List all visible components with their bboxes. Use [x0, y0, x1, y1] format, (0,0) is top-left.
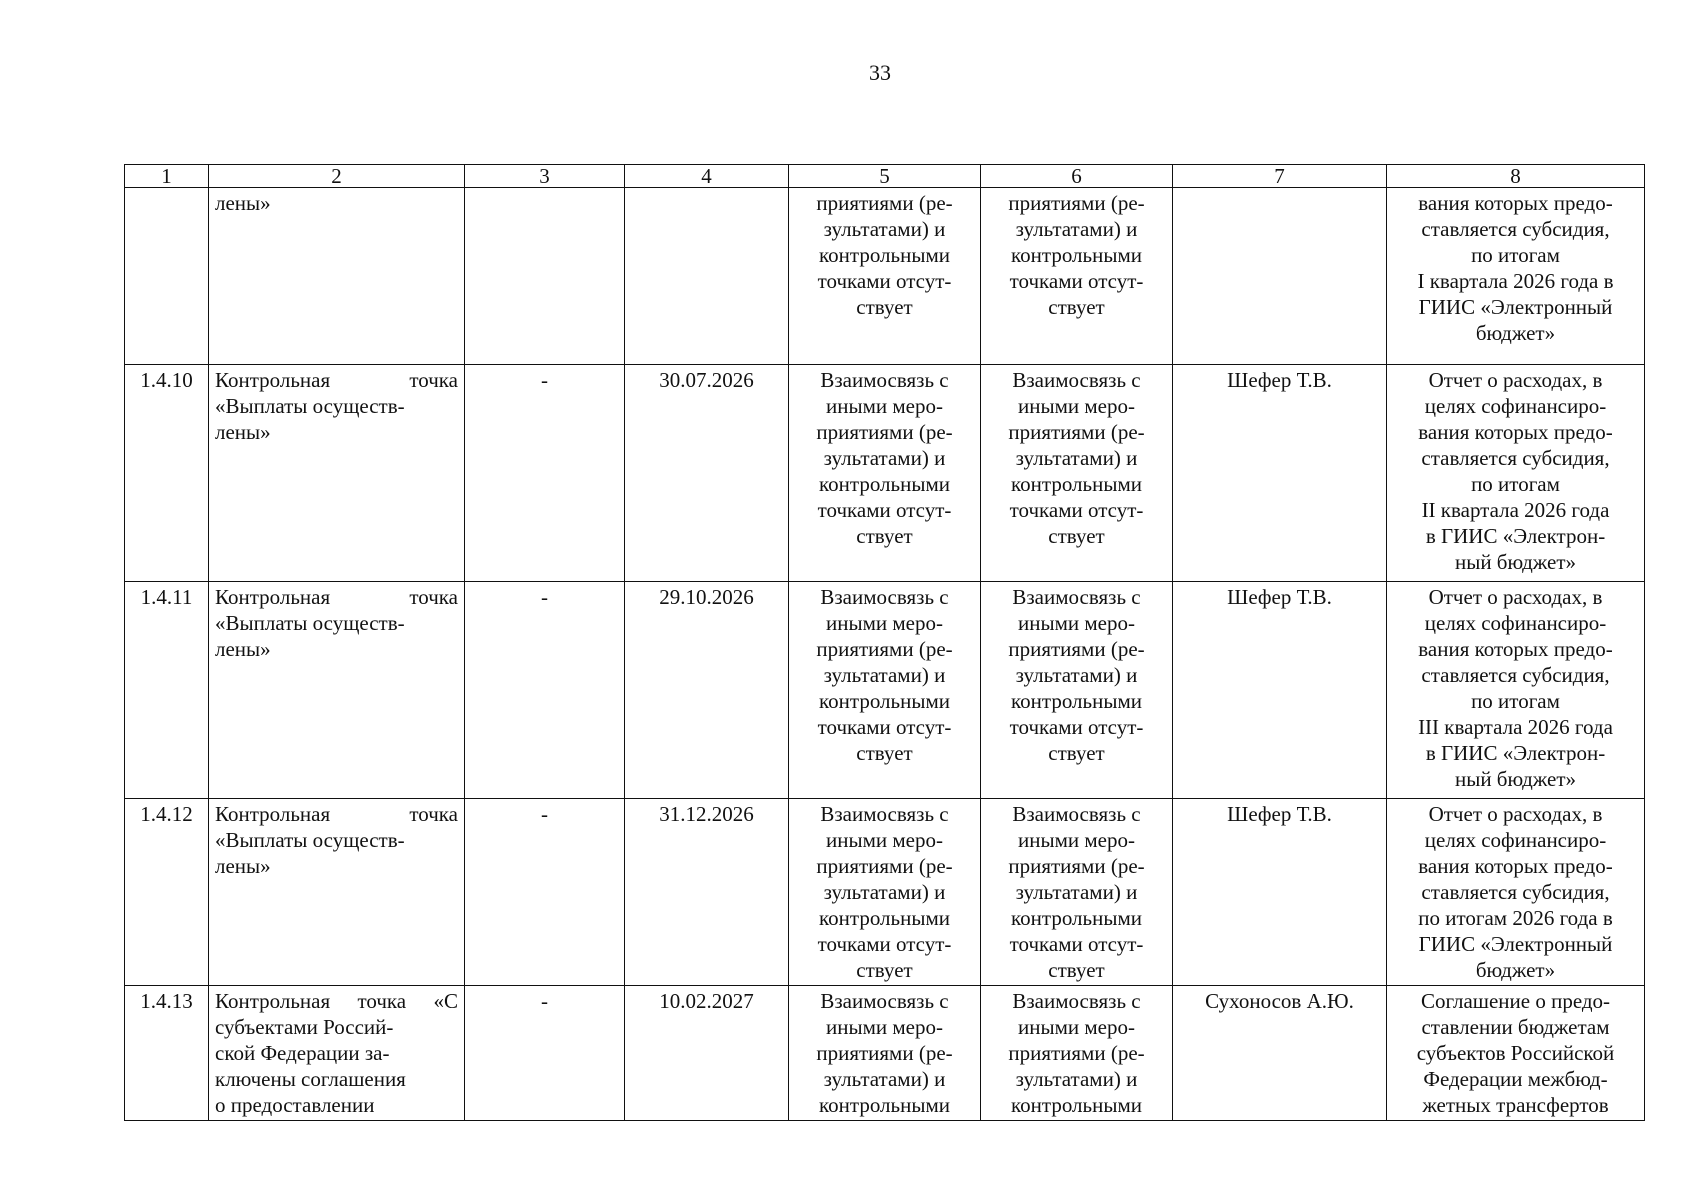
page-number: 33: [869, 60, 891, 85]
cell-document: вания которых предо- ставляется субсидия, по итогам I квартала 2026 года в ГИИС «Электронный бюджет»: [1387, 188, 1645, 365]
col-header: 2: [209, 165, 465, 188]
cell-relation-5: Взаимосвязь с иными меро- приятиями (ре- зультатами) и контрольными: [789, 986, 981, 1121]
cell-col3: -: [465, 582, 625, 799]
cell-relation-6: приятиями (ре- зультатами) и контрольными точками отсут- ствует: [981, 188, 1173, 365]
cell-col3: -: [465, 986, 625, 1121]
plan-table: [124, 164, 1645, 1121]
cell-relation-6: Взаимосвязь с иными меро- приятиями (ре- зультатами) и контрольными: [981, 986, 1173, 1121]
cell-name: Контрольная точка «Выплаты осуществ- лены»: [209, 799, 465, 986]
col-header: 8: [1387, 165, 1645, 188]
cell-name: Контрольная точка «Выплаты осуществ- лены»: [209, 365, 465, 582]
col-header: 7: [1173, 165, 1387, 188]
cell-responsible: Шефер Т.В.: [1173, 582, 1387, 799]
cell-date: 29.10.2026: [625, 582, 789, 799]
header-row: [125, 165, 1645, 188]
cell-number: 1.4.10: [125, 365, 209, 582]
table-row: [125, 799, 1645, 986]
col-header: 3: [465, 165, 625, 188]
table-row: [125, 986, 1645, 1121]
cell-responsible: [1173, 188, 1387, 365]
col-header: 6: [981, 165, 1173, 188]
col-header: 1: [125, 165, 209, 188]
col-header: 5: [789, 165, 981, 188]
cell-document: Отчет о расходах, в целях софинансиро- вания которых предо- ставляется субсидия, по итогам II квартала 2026 года в ГИИС «Электрон- ный бюджет»: [1387, 365, 1645, 582]
cell-document: Отчет о расходах, в целях софинансиро- вания которых предо- ставляется субсидия, по итогам III квартала 2026 года в ГИИС «Электрон- ный бюджет»: [1387, 582, 1645, 799]
cell-relation-6: Взаимосвязь с иными меро- приятиями (ре- зультатами) и контрольными точками отсут- ствует: [981, 799, 1173, 986]
cell-relation-5: приятиями (ре- зультатами) и контрольными точками отсут- ствует: [789, 188, 981, 365]
table-row: [125, 365, 1645, 582]
cell-document: Соглашение о предо- ставлении бюджетам субъектов Российской Федерации межбюд- жетных трансфертов: [1387, 986, 1645, 1121]
cell-number: 1.4.13: [125, 986, 209, 1121]
cell-responsible: Шефер Т.В.: [1173, 365, 1387, 582]
cell-relation-5: Взаимосвязь с иными меро- приятиями (ре- зультатами) и контрольными точками отсут- ствует: [789, 365, 981, 582]
cell-col3: -: [465, 365, 625, 582]
cell-name: Контрольная точка «Выплаты осуществ- лены»: [209, 582, 465, 799]
cell-date: 10.02.2027: [625, 986, 789, 1121]
cell-date: [625, 188, 789, 365]
table-row: [125, 582, 1645, 799]
cell-relation-5: Взаимосвязь с иными меро- приятиями (ре- зультатами) и контрольными точками отсут- ствует: [789, 799, 981, 986]
cell-document: Отчет о расходах, в целях софинансиро- вания которых предо- ставляется субсидия, по итогам 2026 года в ГИИС «Электронный бюджет»: [1387, 799, 1645, 986]
cell-col3: -: [465, 799, 625, 986]
cell-relation-6: Взаимосвязь с иными меро- приятиями (ре- зультатами) и контрольными точками отсут- ствует: [981, 365, 1173, 582]
cell-responsible: Сухоносов А.Ю.: [1173, 986, 1387, 1121]
col-header: 4: [625, 165, 789, 188]
cell-date: 31.12.2026: [625, 799, 789, 986]
cell-relation-6: Взаимосвязь с иными меро- приятиями (ре- зультатами) и контрольными точками отсут- ствует: [981, 582, 1173, 799]
cell-relation-5: Взаимосвязь с иными меро- приятиями (ре- зультатами) и контрольными точками отсут- ствует: [789, 582, 981, 799]
table-row-continuation: [125, 188, 1645, 365]
cell-responsible: Шефер Т.В.: [1173, 799, 1387, 986]
cell-number: 1.4.11: [125, 582, 209, 799]
cell-number: [125, 188, 209, 365]
cell-date: 30.07.2026: [625, 365, 789, 582]
cell-name: лены»: [209, 188, 465, 365]
cell-number: 1.4.12: [125, 799, 209, 986]
cell-name: Контрольная точка «С субъектами Россий- ской Федерации за- ключены соглашения о предоставлении: [209, 986, 465, 1121]
cell-col3: [465, 188, 625, 365]
